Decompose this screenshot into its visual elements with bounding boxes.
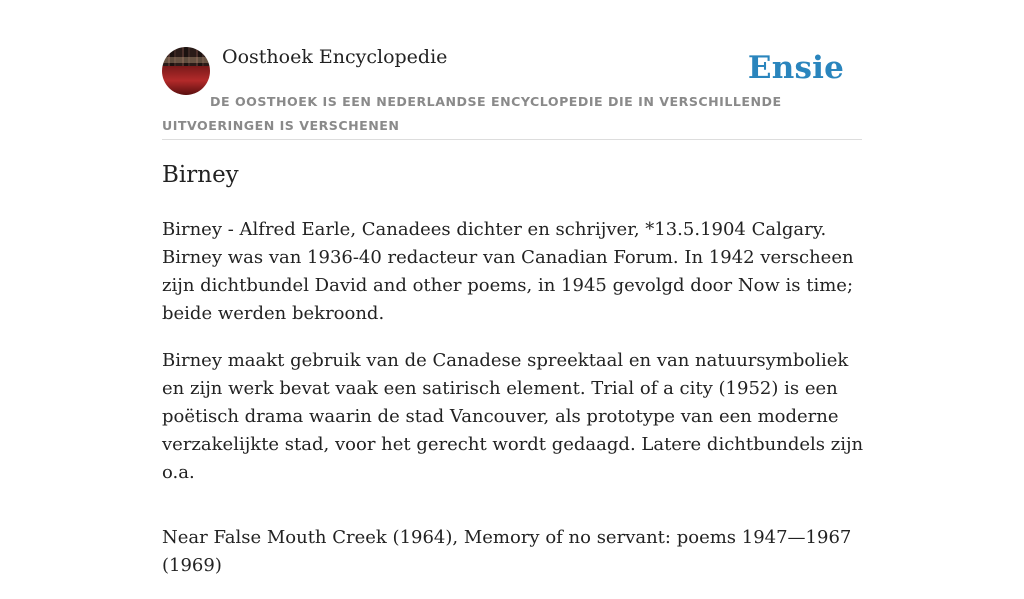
site-tagline: DE OOSTHOEK IS EEN NEDERLANDSE ENCYCLOPEDIE DIE IN VERSCHILLENDE UITVOERINGEN IS VERSCHENEN bbox=[162, 94, 782, 133]
books-icon[interactable] bbox=[162, 47, 210, 95]
avatar-shine bbox=[162, 57, 210, 63]
site-name[interactable]: Oosthoek Encyclopedie bbox=[222, 46, 448, 68]
article-paragraph: Near False Mouth Creek (1964), Memory of no servant: poems 1947—1967 (1969) bbox=[162, 527, 852, 576]
article-body bbox=[162, 216, 868, 599]
ensie-logo-link[interactable]: Ensie bbox=[747, 50, 844, 86]
article-title: Birney bbox=[162, 162, 239, 188]
site-header bbox=[162, 40, 862, 140]
article-paragraph: Birney maakt gebruik van de Canadese spreektaal en van natuursymboliek en zijn werk bevat vaak een satirisch element. Trial of a city (1952) is een poëtisch drama waarin de stad Vancouver, als prototype van een moderne verzakelijkte stad, voor het gerecht wordt gedaagd. Latere dichtbundels zijn o.a. bbox=[162, 350, 864, 483]
article-paragraph: Birney - Alfred Earle, Canadees dichter en schrijver, *13.5.1904 Calgary. Birney was van 1936-40 redacteur van Canadian Forum. In 1942 verscheen zijn dichtbundel David and other poems, in 1945 gevolgd door Now is time; beide werden bekroond. bbox=[162, 219, 854, 324]
